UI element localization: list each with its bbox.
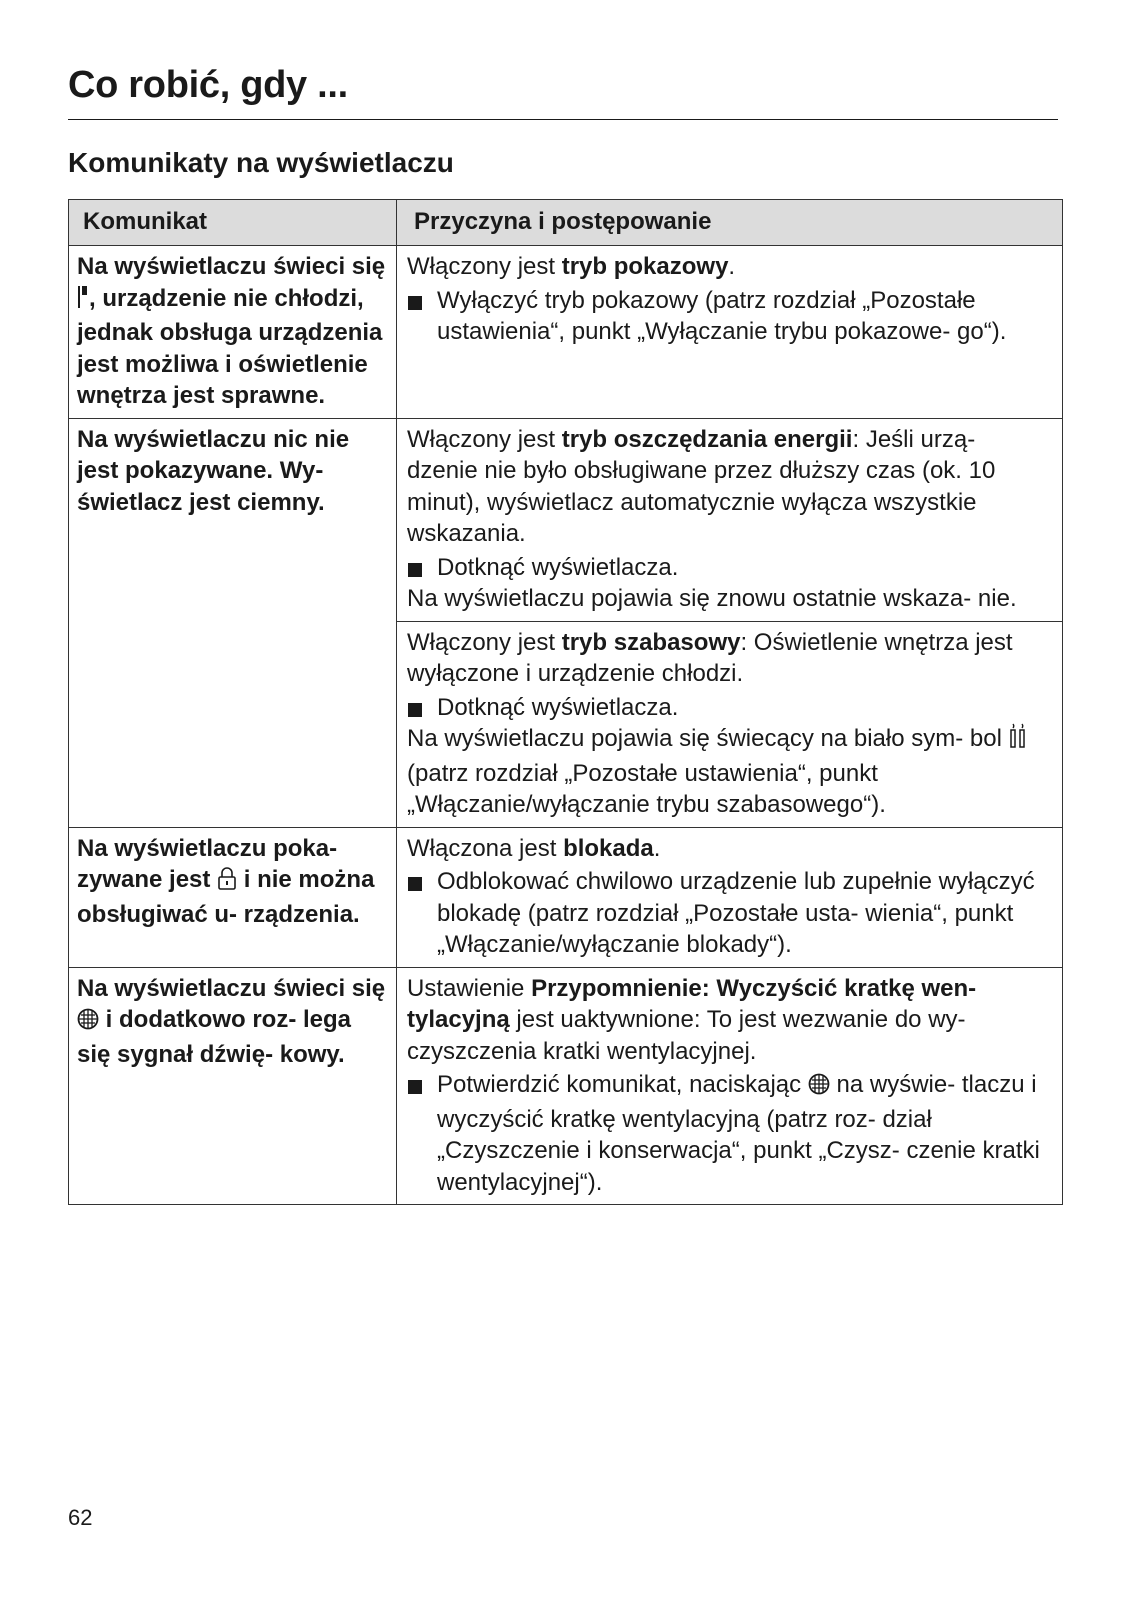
action-bullet [407,866,1052,961]
title-divider [68,119,1058,120]
bullet-square-icon [408,877,422,891]
bullet-square-icon [408,296,422,310]
result-part: Na wyświetlaczu pojawia się świecący na biało sym- bol [407,725,1009,752]
bullet-square-icon [408,563,422,577]
cause-text: Włączony jest [407,628,562,656]
cause-text: jest uaktywnione: To jest wezwanie do wy- czyszczenia kratki wentylacyjnej. [407,1006,966,1065]
message-text: Na wyświetlaczu świeci się [77,974,386,1002]
action-bullet [407,1069,1052,1198]
mode-name: tryb oszczędzania energii [561,425,853,453]
table-row [69,967,1063,1205]
column-header-cause: Przyczyna i postępowanie [397,200,1063,246]
cause-intro [407,833,1052,865]
cause-text: . [728,253,736,280]
action-bullet [407,692,1052,724]
message-text: i dodatkowo roz- lega się sygnał dźwię- kowy. [77,1006,352,1068]
result-text [407,723,1052,821]
cause-intro [407,627,1052,690]
cause-text: . [653,834,661,862]
cause-text: Ustawienie [407,974,532,1002]
setting-name: Przypomnienie: Wyczyścić kratkę wen- tylacyjną [407,974,977,1033]
action-text: Dotknąć wyświetlacza. [437,693,679,721]
cause-intro [407,973,1052,1068]
cause-intro [407,424,1052,550]
vent-grille-icon [808,1072,830,1104]
action-bullet [407,552,1052,584]
action-text: Potwierdzić komunikat, naciskając [437,1071,808,1098]
cause-cell [397,246,1063,419]
message-text: Na wyświetlaczu poka- zywane jest [77,834,338,893]
mode-name: tryb pokazowy [561,253,729,280]
page-number: 62 [68,1505,93,1530]
cause-cell [397,621,1063,827]
demo-mode-icon [77,285,89,318]
lock-icon [217,866,237,899]
message-cell [69,418,397,827]
cause-text: Włączony jest [407,425,562,453]
cause-text: Włączony jest [407,253,562,280]
table-row [69,418,1063,621]
mode-name: tryb szabasowy [561,628,741,656]
message-cell [69,967,397,1205]
cause-intro [407,251,1052,283]
column-header-message: Komunikat [69,200,397,246]
message-text: Na wyświetlaczu świeci się [77,253,386,280]
cause-text: : Oświetlenie wnętrza jest wyłączone i urządzenie chłodzi. [407,628,1013,687]
table-row [69,246,1063,419]
message-text: i nie można obsługiwać u- rządzenia. [77,866,375,928]
message-cell [69,246,397,419]
page-title: Co robić, gdy ... [68,64,348,106]
cause-cell [397,967,1063,1205]
action-text: Dotknąć wyświetlacza. [437,553,679,581]
table-row [69,827,1063,967]
cause-cell [397,827,1063,967]
mode-name: blokada [563,834,654,862]
result-part: (patrz rozdział „Pozostałe ustawienia“, punkt „Włączanie/wyłączanie trybu szabasowego“). [407,759,886,818]
display-messages-table [68,199,1063,1205]
result-text: Na wyświetlaczu pojawia się znowu ostatnie wskaza- nie. [407,585,1017,612]
bullet-square-icon [408,703,422,717]
action-text: Wyłączyć tryb pokazowy (patrz rozdział „Pozostałe ustawienia“, punkt „Wyłączanie trybu pokazowe- go“). [437,286,1007,345]
cause-cell [397,418,1063,621]
vent-grille-icon [77,1007,99,1039]
sabbath-candles-icon [1009,723,1027,758]
action-text: Odblokować chwilowo urządzenie lub zupełnie wyłączyć blokadę (patrz rozdział „Pozostałe usta- wienia“, punkt „Włączanie/wyłączanie blokady“). [437,868,1035,958]
action-bullet [407,285,1052,348]
section-title: Komunikaty na wyświetlaczu [68,147,454,178]
message-text: Na wyświetlaczu nic nie jest pokazywane. Wy- świetlacz jest ciemny. [77,425,350,516]
table-header-row [69,200,1063,246]
bullet-square-icon [408,1080,422,1094]
message-cell [69,827,397,967]
cause-text: Włączona jest [407,834,564,862]
cause-text: : Jeśli urzą- dzenie nie było obsługiwane przez dłuższy czas (ok. 10 minut), wyświetlacz automatycznie wyłącza wszystkie wskazania. [407,425,996,547]
action-text: na wyświe- tlaczu i wyczyścić kratkę wentylacyjną (patrz roz- dział „Czyszczenie i konserwacja“, punkt „Czysz- czenie kratki wentylacyjnej“). [437,1071,1040,1196]
message-text: , urządzenie nie chłodzi, jednak obsługa urządzenia jest możliwa i oświetlenie wnętrza jest sprawne. [77,284,383,409]
